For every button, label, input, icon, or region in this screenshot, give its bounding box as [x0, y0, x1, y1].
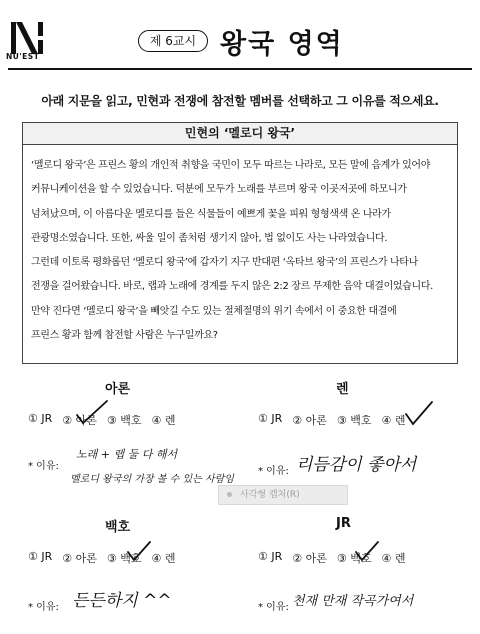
passage-line: 그런데 이토록 평화롭던 ‘멜로디 왕국’에 갑자기 지구 반대편 ‘옥타브 왕국’의 프린스가 나타나 [31, 257, 418, 269]
session-badge: 제 6교시 [138, 30, 208, 52]
option-jr[interactable]: ① JR [28, 550, 53, 563]
checkmark-icon [404, 400, 434, 428]
option-ren[interactable]: ④ 렌 [151, 414, 176, 427]
answer-options [28, 550, 175, 566]
passage-line: 넘쳐났으며, 이 아름다운 멜로디를 들은 식물들이 예쁘게 꽃을 피워 형형색색 온 나라가 [31, 208, 391, 220]
member-name: 아론 [105, 382, 131, 397]
subject-title: 왕국 영역 [220, 29, 344, 60]
handwritten-reason: 멜로디 왕국의 가장 볼 수 있는 사람임 [70, 474, 234, 485]
checkmark-icon [126, 540, 152, 564]
bullet-icon [227, 492, 232, 497]
handwritten-reason: 리듬감이 좋아서 [296, 455, 417, 475]
passage-line: 프린스 황과 함께 참전할 사람은 누구일까요? [31, 330, 218, 342]
option-baekho[interactable]: ③ 백호 [106, 552, 142, 565]
option-jr[interactable]: ① JR [28, 412, 53, 425]
option-jr[interactable]: ① JR [258, 412, 283, 425]
reason-label: * 이유: [258, 466, 289, 477]
handwritten-reason: 천재 만재 작곡가여서 [292, 594, 414, 609]
reason-label: * 이유: [258, 602, 289, 613]
logo-text: NU'EST [6, 52, 40, 61]
reason-label: * 이유: [28, 461, 59, 472]
member-name: 렌 [336, 382, 349, 397]
answer-options [258, 550, 405, 566]
option-ren[interactable]: ④ 렌 [381, 414, 406, 427]
passage-line: 관광명소였습니다. 또한, 싸울 일이 좀처럼 생기지 않아, 법 없이도 사는 나라였습니다. [31, 232, 388, 244]
checkmark-icon [354, 540, 380, 564]
passage-line: 만약 진다면 ‘멜로디 왕국’을 빼앗길 수도 있는 절체절명의 위기 속에서 이 중요한 대결에 [31, 305, 397, 317]
header-divider [8, 68, 472, 70]
capture-popup[interactable] [218, 485, 348, 505]
popup-label: 사각형 캡처(R) [240, 490, 300, 500]
answer-options [258, 412, 405, 428]
option-ren[interactable]: ④ 렌 [151, 552, 176, 565]
option-baekho[interactable]: ③ 백호 [336, 414, 372, 427]
passage-line: ‘멜로디 왕국’은 프린스 황의 개인적 취향을 국민이 모두 따르는 나라로, 모든 말에 음계가 있어야 [31, 160, 431, 171]
option-aron[interactable]: ② 아론 [292, 414, 327, 427]
reason-label: * 이유: [28, 602, 59, 613]
checkmark-icon [74, 398, 110, 428]
option-aron[interactable]: ② 아론 [62, 552, 97, 565]
handwritten-reason: 든든하지 ^^ [72, 591, 172, 611]
passage-title: 민현의 ‘멜로디 왕국’ [23, 123, 457, 145]
passage-line: 커뮤니케이션을 할 수 있었습니다. 덕분에 모두가 노래를 부르며 왕국 이곳저곳에 하모니가 [31, 184, 407, 196]
option-baekho[interactable]: ③ 백호 [336, 552, 372, 565]
option-jr[interactable]: ① JR [258, 550, 283, 563]
option-baekho[interactable]: ③ 백호 [106, 414, 142, 427]
option-aron[interactable]: ② 아론 [292, 552, 327, 565]
member-name: 백호 [105, 520, 131, 535]
option-aron[interactable]: ② 아론 [62, 414, 97, 427]
passage-body [23, 145, 457, 348]
instruction-text: 아래 지문을 읽고, 민현과 전쟁에 참전할 멤버를 선택하고 그 이유를 적으세요. [41, 94, 439, 108]
passage-box [22, 122, 458, 364]
handwritten-reason: 노래 + 랩 둘 다 해서 [76, 448, 178, 461]
option-ren[interactable]: ④ 렌 [381, 552, 406, 565]
passage-line: 전쟁을 걸어왔습니다. 바로, 랩과 노래에 경계를 두지 않은 2:2 장르 무제한 음악 대결이었습니다. [31, 281, 433, 293]
member-name: JR [336, 516, 351, 531]
